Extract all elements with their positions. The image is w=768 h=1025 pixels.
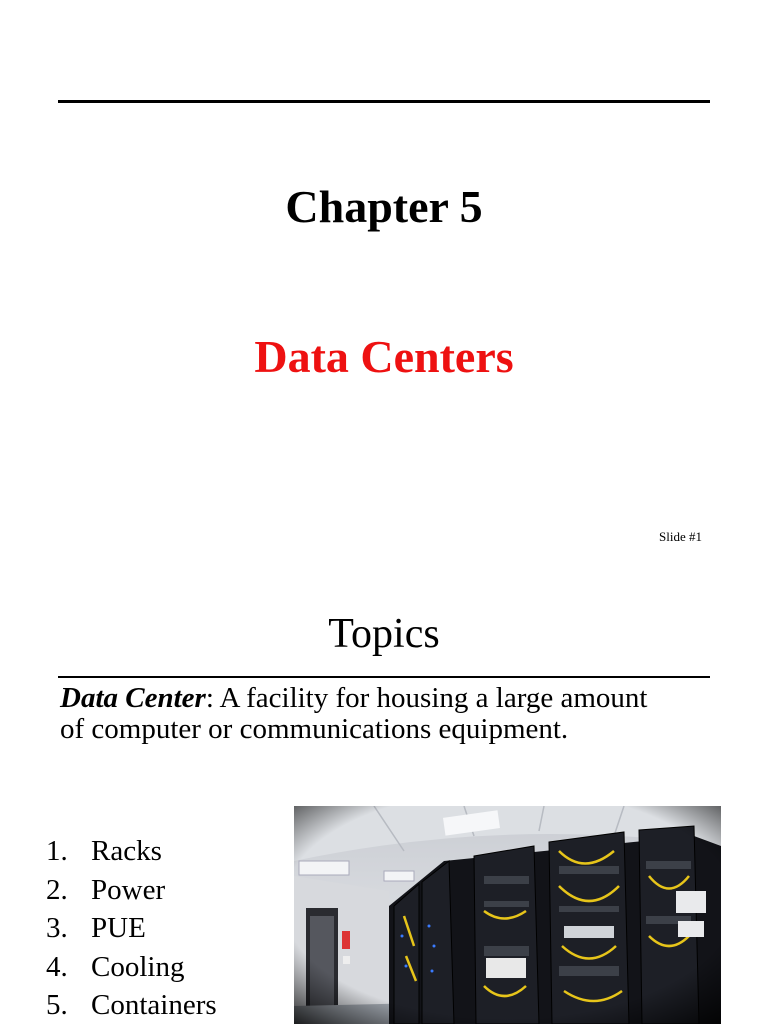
- slide-2: [0, 580, 768, 1024]
- topics-title: Topics: [328, 611, 440, 657]
- list-item-number: 2.: [46, 873, 68, 906]
- list-item-number: 1.: [46, 835, 68, 867]
- list-item-label: Power: [91, 873, 166, 906]
- list-item-label: Cooling: [91, 950, 185, 983]
- chapter-title: Chapter 5: [285, 181, 483, 232]
- topic-list: [46, 832, 217, 1025]
- list-item-number: 3.: [46, 912, 68, 944]
- list-item-label: Racks: [91, 835, 162, 867]
- list-item: [46, 986, 217, 1025]
- list-item-number: 4.: [46, 950, 68, 983]
- chapter-subtitle: Data Centers: [254, 331, 514, 382]
- list-item-label: PUE: [91, 912, 146, 944]
- list-item: [46, 871, 217, 910]
- list-item: [46, 832, 217, 871]
- definition-text: : A facility for housing a large amount of computer or communications equipment.: [60, 682, 648, 745]
- server-racks-icon: [294, 806, 721, 1024]
- definition-term: Data Center: [60, 682, 206, 714]
- server-racks-photo: [294, 806, 721, 1024]
- topics-rule: [58, 676, 710, 678]
- list-item-number: 5.: [46, 989, 68, 1021]
- definition: [60, 683, 660, 745]
- list-item: [46, 909, 217, 948]
- title-rule: [58, 100, 710, 103]
- slide-number: Slide #1: [659, 529, 702, 544]
- list-item-label: Containers: [91, 989, 217, 1021]
- list-item: [46, 948, 217, 987]
